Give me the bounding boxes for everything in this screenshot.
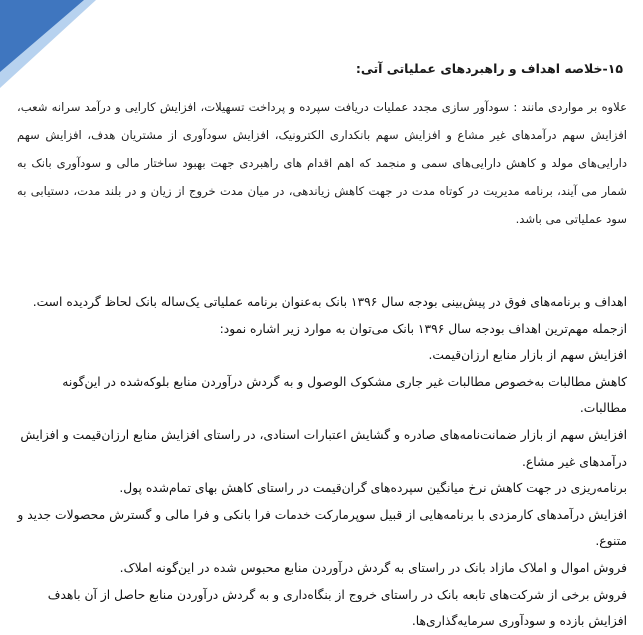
plan-section [15,289,627,635]
plan-line: افزایش سهم از بازار ضمانت‌نامه‌های صادره و گشایش اعتبارات اسنادی، در راستای افزایش منابع ارزان‌قیمت و افزایش [20,427,627,442]
section-heading: ۱۵-خلاصه اهداف و راهبردهای عملیاتی آتی: [355,61,623,76]
plan-line: فروش برخی از شرکت‌های تابعه بانک در راستای خروج از بنگاه‌داری و به گردش درآوردن منابع حاصل از آن باهدف [47,587,627,602]
plan-line: ازجمله مهم‌ترین اهداف بودجه سال ۱۳۹۶ بانک می‌توان به موارد زیر اشاره نمود: [219,321,627,336]
plan-line: کاهش مطالبات به‌خصوص مطالبات غیر جاری مشکوک الوصول و به گردش درآوردن منابع بلوکه‌شده در این‌گونه مطالبات. [62,374,627,416]
plan-line: افزایش سهم از بازار منابع ارزان‌قیمت. [428,348,627,363]
plan-line: فروش اموال و املاک مازاد بانک در راستای به گردش درآوردن منابع محبوس شده در این‌گونه املاک. [119,560,627,575]
plan-line: افزایش بازده و سودآوری سرمایه‌گذاری‌ها. [411,614,627,629]
plan-line: برنامه‌ریزی در جهت کاهش نرخ میانگین سپرده‌های گران‌قیمت در راستای کاهش بهای تمام‌شده پول. [119,481,627,496]
plan-line: اهداف و برنامه‌های فوق در پیش‌بینی بودجه سال ۱۳۹۶ بانک به‌عنوان برنامه عملیاتی یک‌ساله بانک لحاظ گردیده است. [32,295,627,309]
plan-line: افزایش درآمدهای کارمزدی با برنامه‌هایی از قبیل سوپرمارکت خدمات فرا بانکی و فرا مالی و گسترش محصولات جدید و [17,507,627,522]
plan-line: متنوع. [595,534,627,549]
plan-line: درآمدهای غیر مشاع. [521,454,627,469]
section-paragraph: علاوه بر مواردی مانند : سودآور سازی مجدد عملیات دریافت سپرده و پرداخت تسهیلات، افزایش کارایی و درآمد سرانه شعب، افزایش سهم درآمدهای غیر مشاع و افزایش سهم بانکداری الکترونیک، افزایش سودآوری از مشتریان هدف، افزایش سهم دارایی‌های مولد و کاهش دارایی‌های سمی و منجمد که اهم اقدام های راهبردی جهت بهبود ساختار مالی و سودآوری بانک به شمار می آیند، برنامه مدیریت در کوتاه مدت در جهت کاهش زیاندهی، در میان مدت خروج از زیان و در بلند مدت، دستیابی به سود عملیاتی می باشد. [17,100,627,226]
